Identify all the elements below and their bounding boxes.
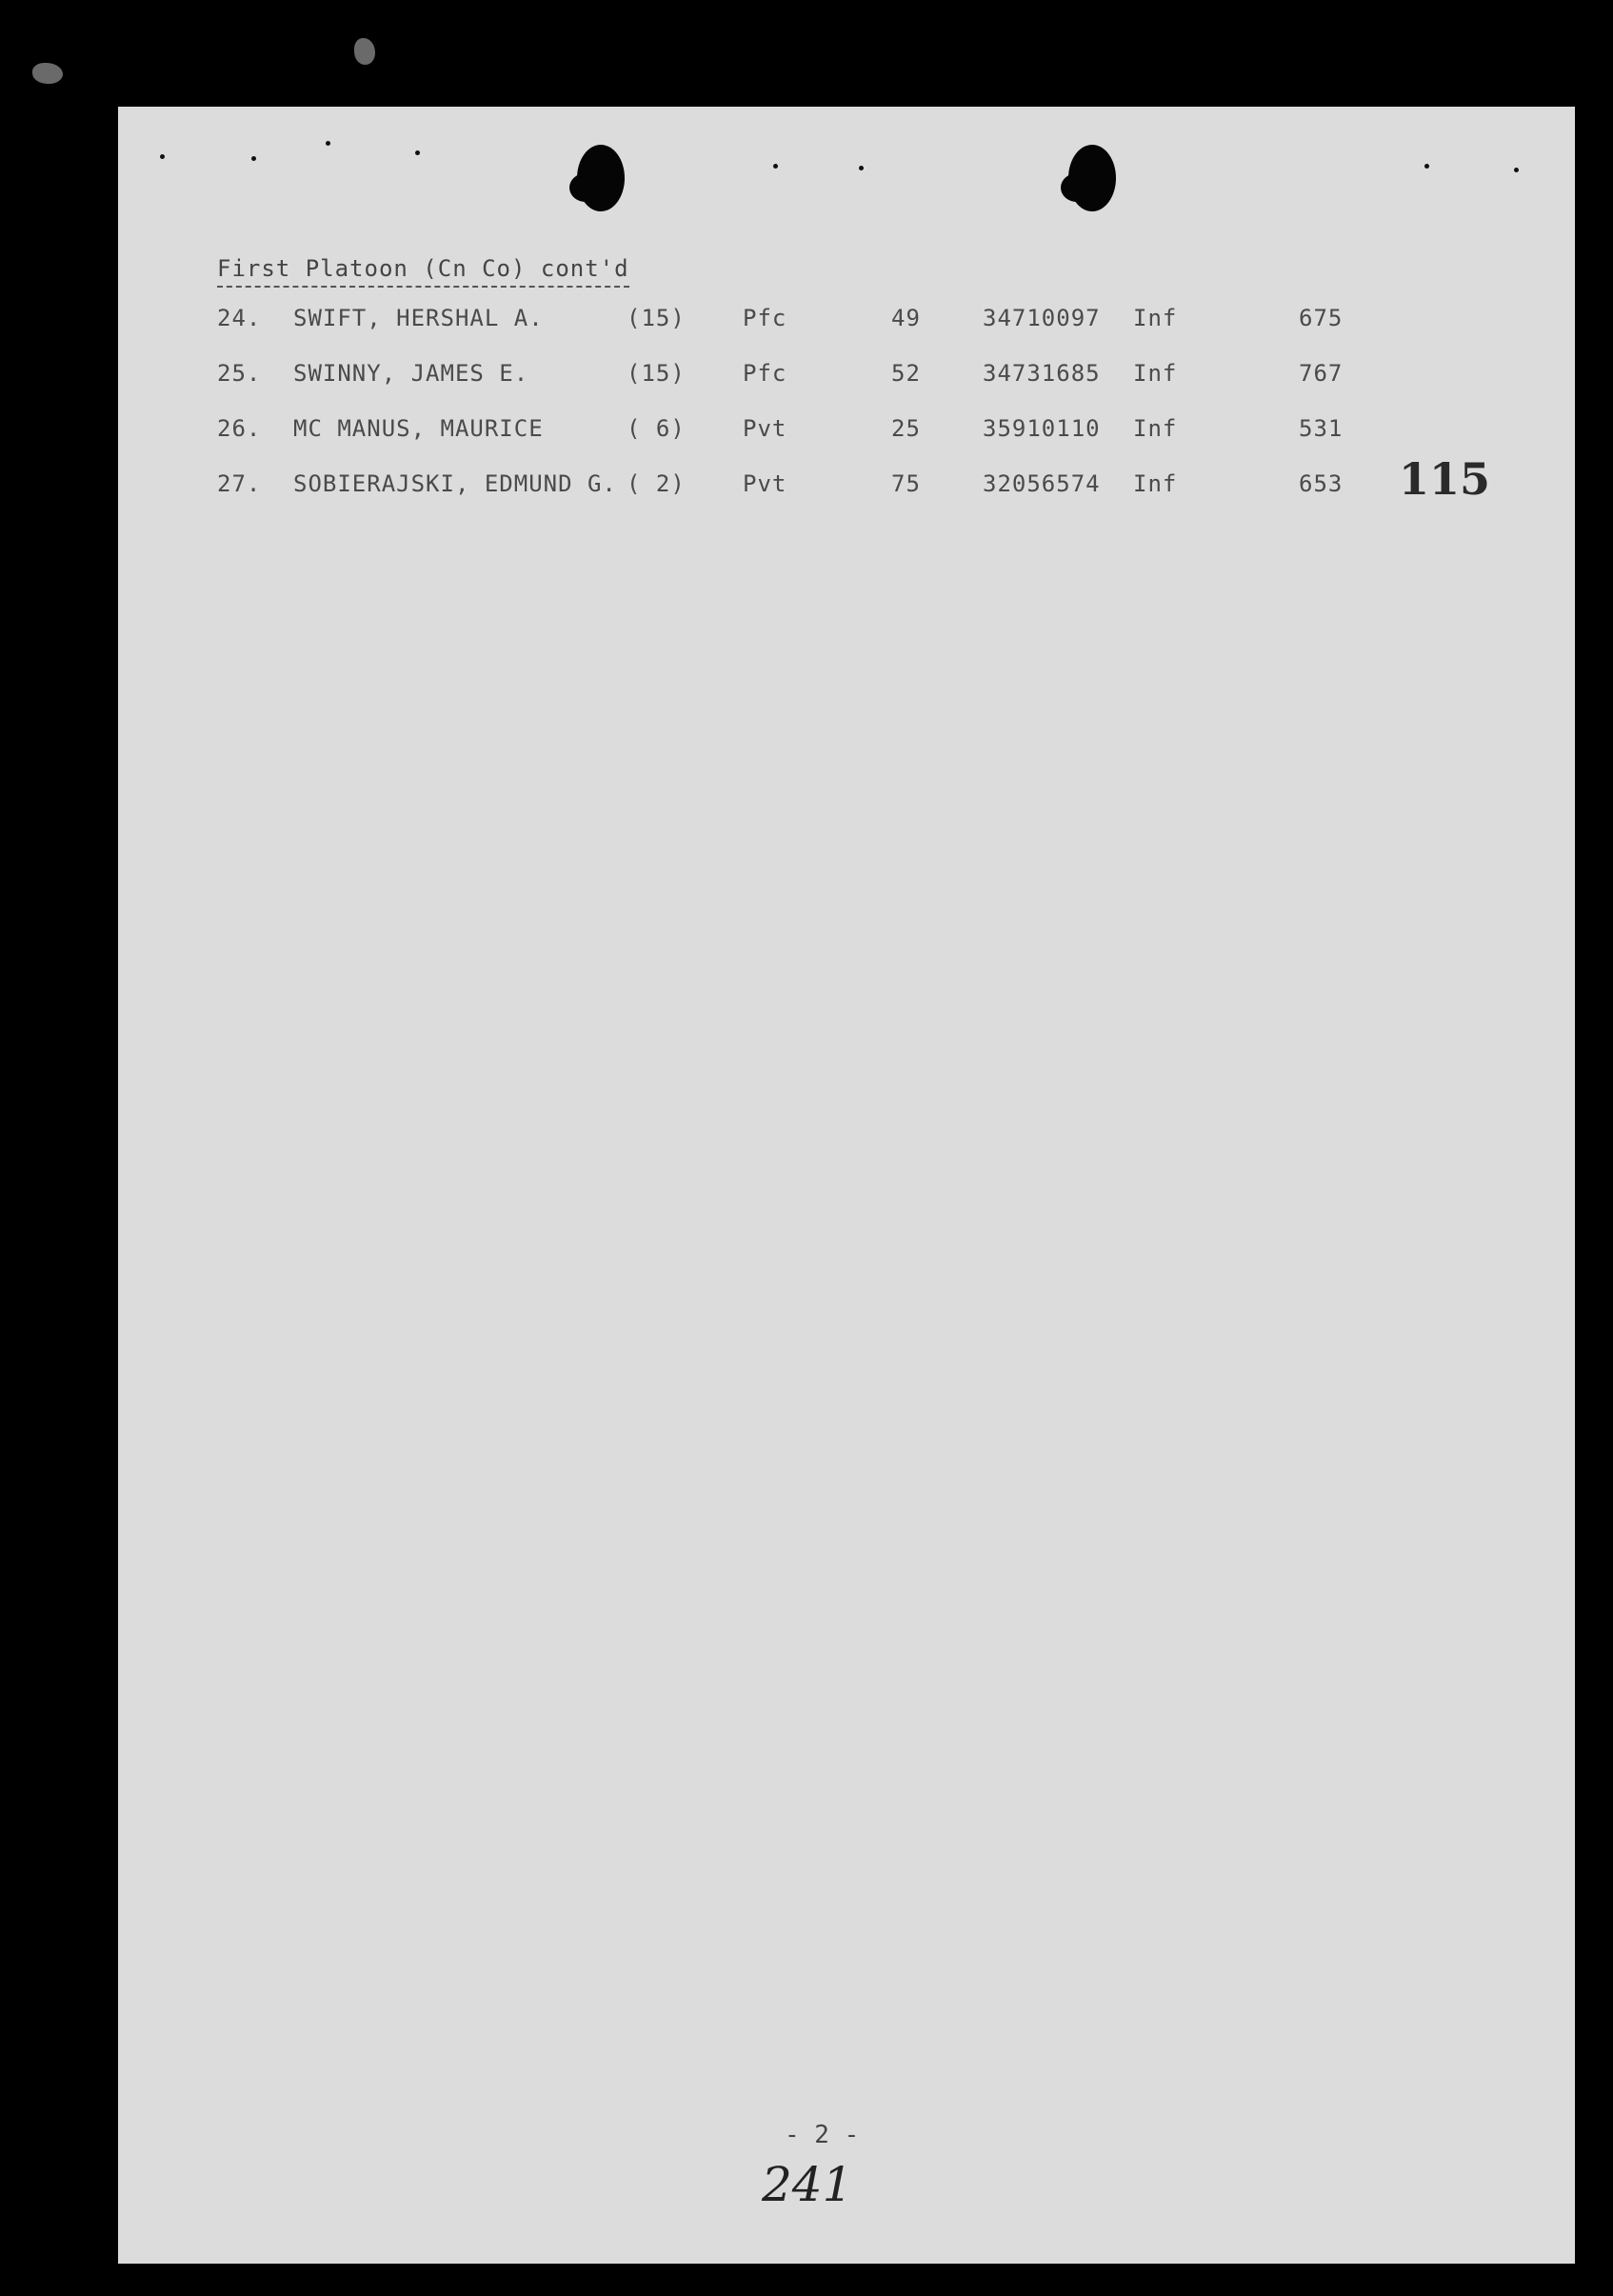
row-rank: Pvt bbox=[743, 470, 787, 497]
document-page bbox=[118, 107, 1575, 2264]
row-number: 27. bbox=[217, 470, 262, 497]
row-name: SWIFT, HERSHAL A. bbox=[293, 305, 544, 331]
roster-row bbox=[118, 470, 1575, 499]
roster-row bbox=[118, 415, 1575, 444]
row-name: SWINNY, JAMES E. bbox=[293, 360, 529, 387]
row-col2: 653 bbox=[1299, 470, 1344, 497]
row-branch: Inf bbox=[1133, 470, 1178, 497]
row-col1: 75 bbox=[891, 470, 921, 497]
row-rank: Pfc bbox=[743, 360, 787, 387]
speck bbox=[773, 164, 778, 169]
row-code: (15) bbox=[627, 305, 686, 331]
row-branch: Inf bbox=[1133, 415, 1178, 442]
speck bbox=[415, 150, 420, 155]
scan-speck bbox=[354, 38, 375, 65]
row-code: (15) bbox=[627, 360, 686, 387]
row-code: ( 6) bbox=[627, 415, 686, 442]
speck bbox=[251, 156, 256, 161]
row-serial: 32056574 bbox=[983, 470, 1101, 497]
speck bbox=[859, 166, 864, 170]
row-rank: Pvt bbox=[743, 415, 787, 442]
row-col2: 531 bbox=[1299, 415, 1344, 442]
section-heading: First Platoon (Cn Co) cont'd bbox=[217, 255, 629, 288]
row-serial: 35910110 bbox=[983, 415, 1101, 442]
row-col1: 25 bbox=[891, 415, 921, 442]
row-number: 26. bbox=[217, 415, 262, 442]
row-col2: 675 bbox=[1299, 305, 1344, 331]
roster-row bbox=[118, 305, 1575, 333]
row-name: SOBIERAJSKI, EDMUND G. bbox=[293, 470, 617, 497]
row-col2: 767 bbox=[1299, 360, 1344, 387]
handwritten-number: 115 bbox=[1399, 453, 1491, 505]
row-serial: 34731685 bbox=[983, 360, 1101, 387]
row-name: MC MANUS, MAURICE bbox=[293, 415, 544, 442]
punch-hole bbox=[1068, 145, 1116, 211]
scan-speck bbox=[32, 63, 63, 84]
row-branch: Inf bbox=[1133, 360, 1178, 387]
speck bbox=[1424, 164, 1429, 169]
speck bbox=[160, 154, 165, 159]
row-code: ( 2) bbox=[627, 470, 686, 497]
handwritten-page-number: 241 bbox=[762, 2157, 853, 2212]
roster-row bbox=[118, 360, 1575, 389]
row-number: 25. bbox=[217, 360, 262, 387]
row-col1: 52 bbox=[891, 360, 921, 387]
page-number: - 2 - bbox=[785, 2121, 860, 2149]
row-branch: Inf bbox=[1133, 305, 1178, 331]
speck bbox=[326, 141, 330, 146]
row-rank: Pfc bbox=[743, 305, 787, 331]
punch-hole bbox=[577, 145, 625, 211]
speck bbox=[1514, 168, 1519, 172]
row-serial: 34710097 bbox=[983, 305, 1101, 331]
row-col1: 49 bbox=[891, 305, 921, 331]
row-number: 24. bbox=[217, 305, 262, 331]
